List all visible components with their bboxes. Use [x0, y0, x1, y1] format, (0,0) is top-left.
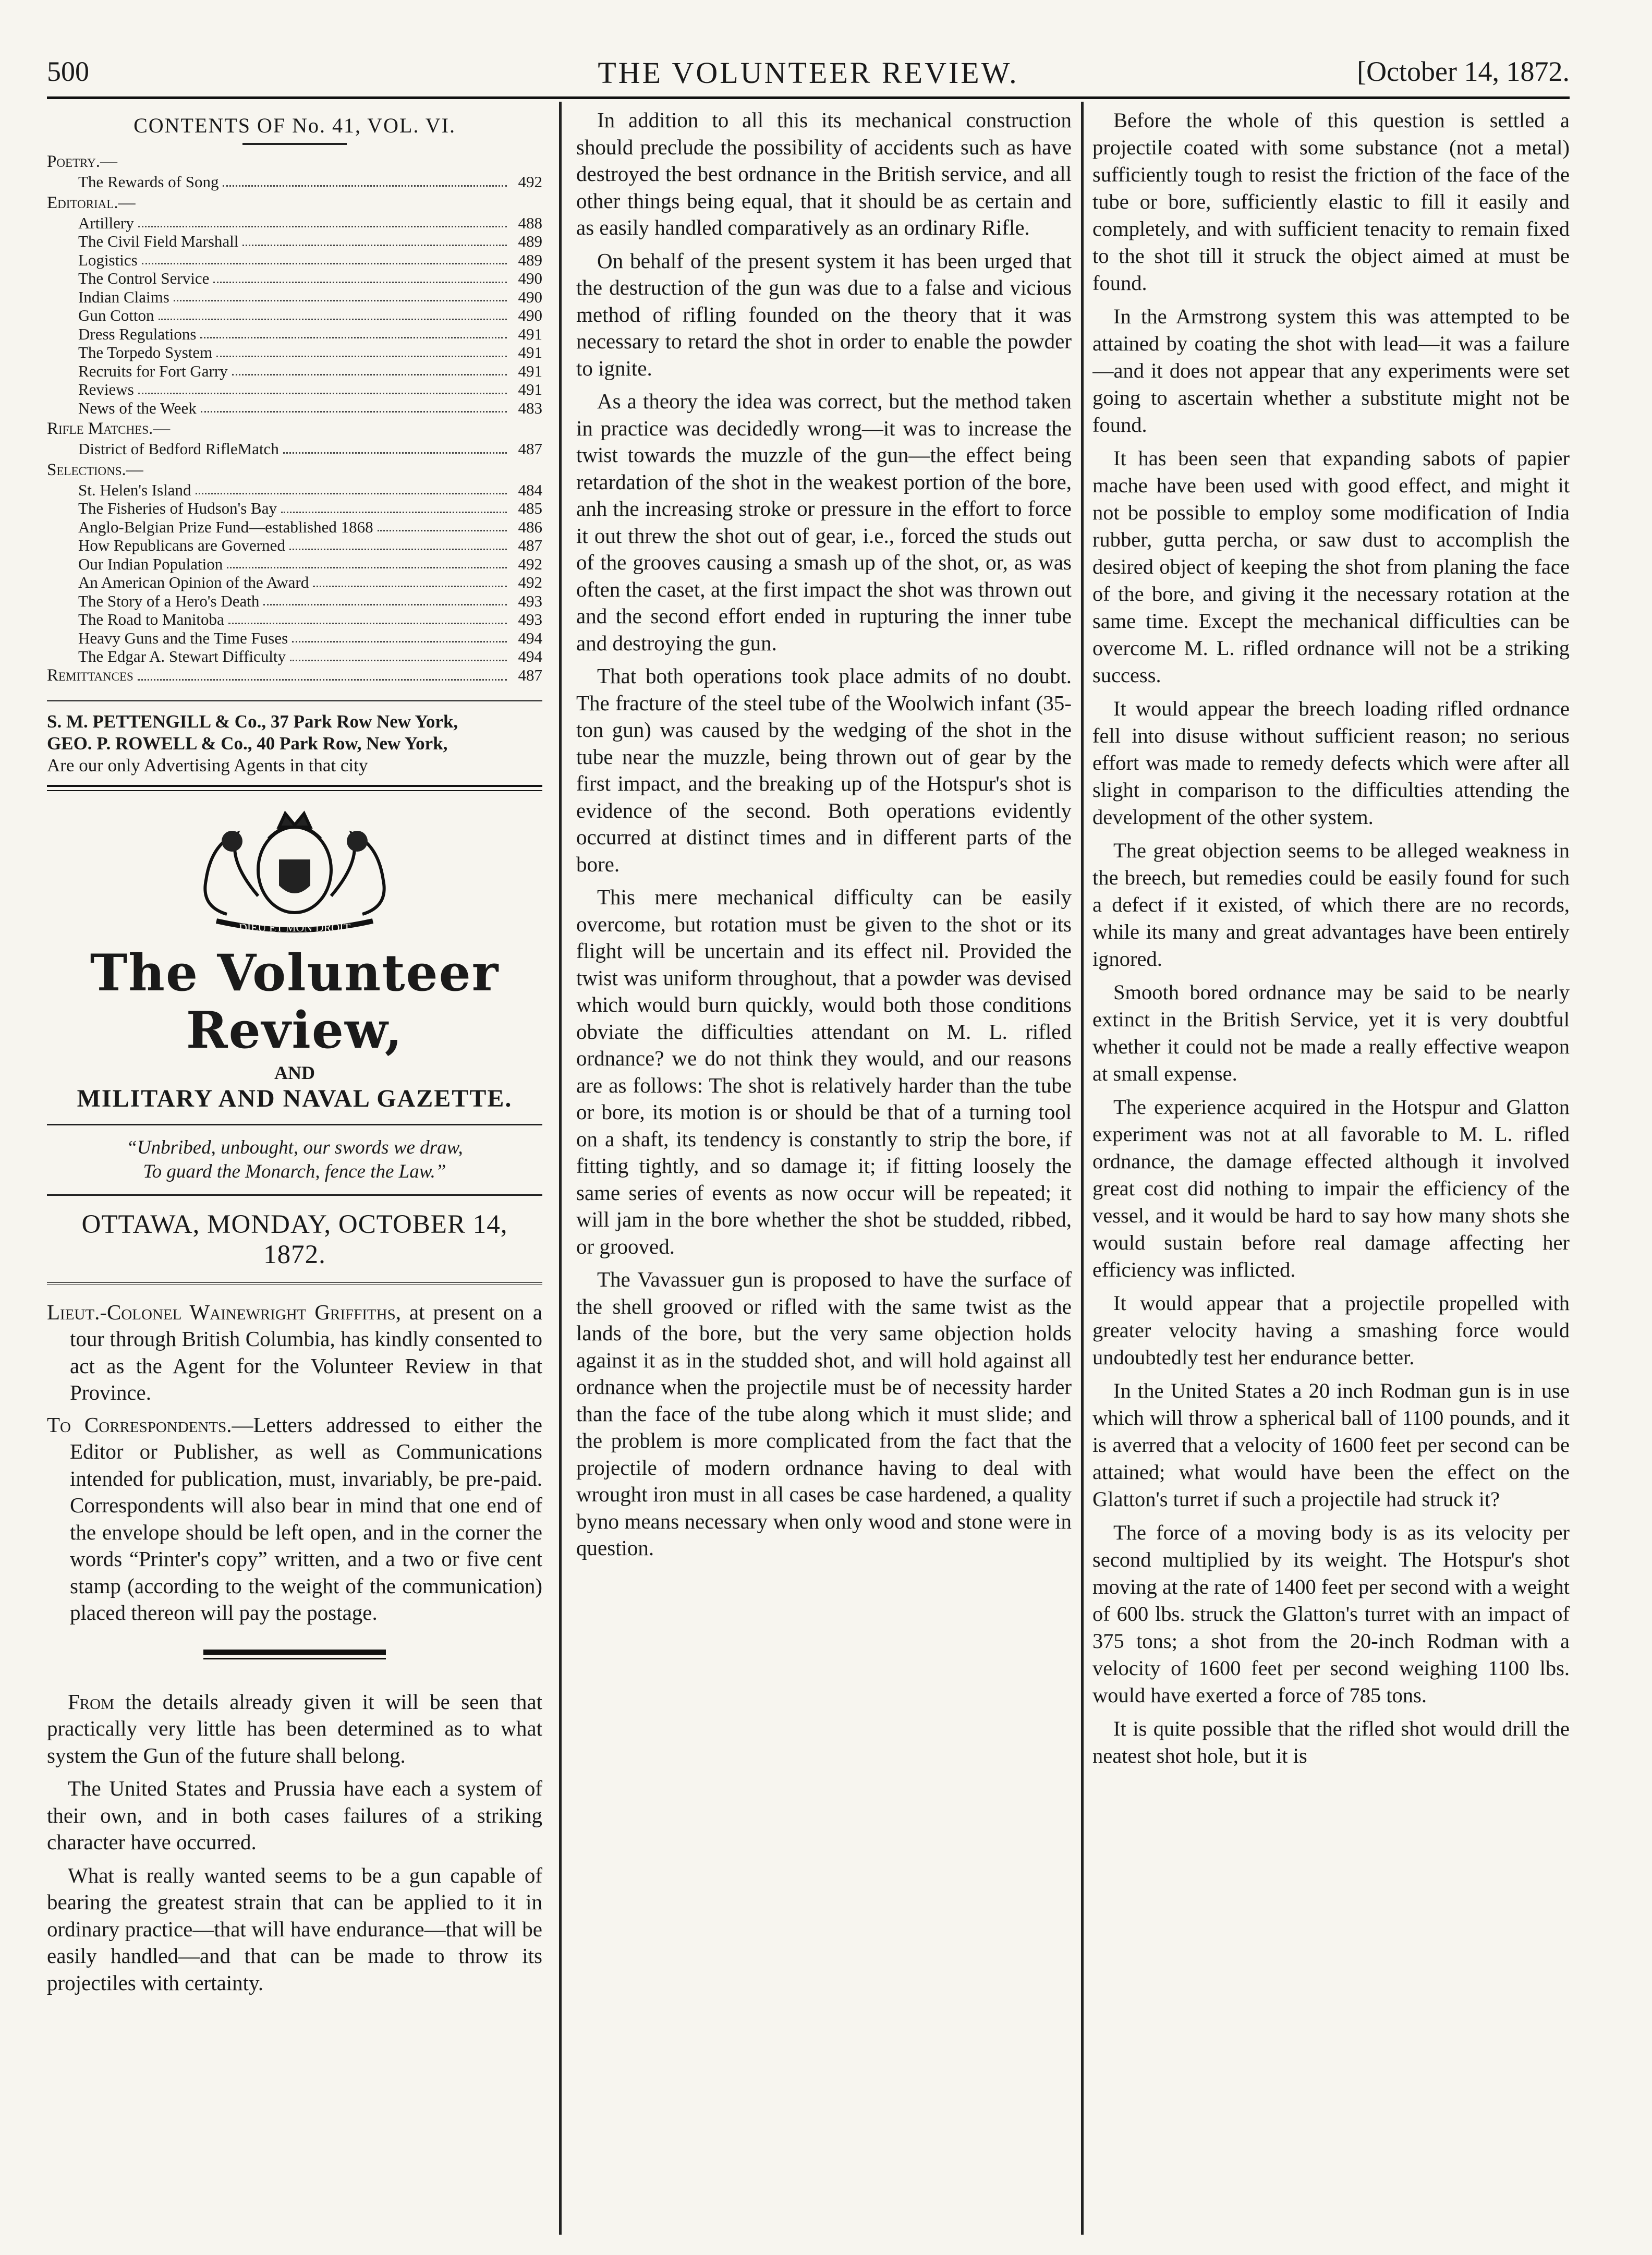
column-rule-1: [559, 102, 562, 2235]
section-rule: [203, 1650, 386, 1659]
article-paragraph: In addition to all this its mechanical construction should preclude the possibility of accidents such as have destroyed the best ordnance in the British service, and all other things being equal, that it should be as certain and as easily handled comparatively as an ordinary Rifle.: [576, 108, 1072, 239]
toc-section-poetry: Poetry.—: [47, 152, 117, 171]
toc-entry: The Edgar A. Stewart Difficulty 494: [78, 647, 542, 665]
advertising-agents: [47, 700, 542, 777]
toc-section-selections: Selections.—: [47, 460, 143, 479]
column-1: [47, 107, 542, 2235]
toc-entry: Artillery 488: [78, 213, 542, 232]
toc-entry: The Fisheries of Hudson's Bay 485: [78, 499, 542, 517]
article-paragraph: In the United States a 20 inch Rodman gun is in use which will throw a spherical ball of 1100 pounds, and it is averred that a velocity of 1600 feet per second can be attained; what would have been the effect on the Glatton's turret if such a projectile had struck it?: [1092, 1379, 1570, 1511]
toc-entry-remittances: Remittances 487: [47, 665, 542, 685]
notice-correspondents: To Correspondents.—Letters addressed to either the Editor or Publisher, as well as Communications intended for publication, must, invariably, be pre-paid. Correspondents will also bear in mind that one end of the envelope should be left open, and in the corner the words “Printer's copy” written, and a two or five cent stamp (according to the weight of the communication) placed thereon will pay the postage.: [47, 1412, 542, 1624]
notice-agent: Lieut.-Colonel Wainewright Griffiths, at present on a tour through British Columbia, has kindly consented to act as the Agent for the Volunteer Review in that Province.: [47, 1300, 542, 1404]
article-paragraph: The force of a moving body is as its velocity per second multiplied by its weight. The Hotspur's shot moving at the rate of 1400 feet per second with a weight of 600 lbs. struck the Glatton's turret with an impact of 375 tons; a shot from the 20-inch Rodman with a velocity of 1600 feet per second weighing 1100 lbs. would have exerted a force of 785 tons.: [1092, 1521, 1570, 1707]
toc-entry: St. Helen's Island 484: [78, 480, 542, 499]
toc-entry: Anglo-Belgian Prize Fund—established 1868 486: [78, 517, 542, 536]
running-title: THE VOLUNTEER REVIEW.: [598, 56, 1019, 90]
article-paragraph: As a theory the idea was correct, but the method taken in practice was decidedly wrong—it was to increase the twist towards the muzzle of the gun—the effect being retardation of the shot in the weakest portion of the bore, anh the increasing stroke or pressure in the effort to force it out threw the shot out of gear, i.e., forced the studs out of the grooves causing a smash up of the shot, or, as was often the caset, at the first impact the shot was thrown out and the second effort ended in rupturing the inner tube and destroying the gun.: [576, 389, 1072, 655]
toc-entry: The Story of a Hero's Death 493: [78, 591, 542, 610]
contents-title: CONTENTS OF No. 41, VOL. VI.: [133, 114, 456, 137]
toc-entry: The Torpedo System 491: [78, 343, 542, 361]
toc-entry: Our Indian Population 492: [78, 554, 542, 573]
toc-entry: Recruits for Fort Garry 491: [78, 361, 542, 380]
page-header: [47, 52, 1570, 99]
toc-entry: Dress Regulations 491: [78, 324, 542, 343]
contents-separator: [242, 143, 347, 145]
masthead-title: The Volunteer Review,: [90, 943, 500, 1060]
article-paragraph: Before the whole of this question is settled a projectile coated with some substance (not a metal) sufficiently tough to resist the friction of the face of the tube or bore, sufficiently elastic to fill it easily and completely, and with sufficient tenacity to remain fixed to the shot till it struck the object aimed at must be found.: [1092, 108, 1570, 295]
toc-entry: Reviews 491: [78, 380, 542, 398]
page-number: 500: [47, 56, 89, 87]
article-paragraph-continued: What is really wanted seems to be a gun capable of bearing the greatest strain that can be applied to it in ordinary practice—that will have endurance—that will be easily handled—and that can be made to throw its projectiles with certainty.: [47, 1863, 542, 1995]
article-paragraph: That both operations took place admits of no doubt. The fracture of the steel tube of the Woolwich infant (35-ton gun) was caused by the wedging of the shot in the tube near the muzzle, being thrown out of gear by the first impact, and the breaking up of the Hotspur's shot is evidence of the second. Both operations evidently occurred at distinct times and in different parts of the bore.: [576, 664, 1072, 876]
article-paragraph: In the Armstrong system this was attempted to be attained by coating the shot with lead—it was a failure—and it does not appear that any experiments were set going to ascertain whether a substitute might not be found.: [1092, 305, 1570, 437]
toc-entry: Logistics 489: [78, 250, 542, 269]
header-rule: [47, 96, 1570, 99]
article-paragraph: From the details already given it will be seen that practically very little has been determined as to what system the Gun of the future shall belong.: [47, 1689, 542, 1767]
masthead-and: AND: [274, 1062, 315, 1083]
toc-entry: The Road to Manitoba 493: [78, 610, 542, 628]
toc-entry: An American Opinion of the Award 492: [78, 573, 542, 591]
column-rule-2: [1081, 102, 1084, 2235]
toc-entry: The Rewards of Song 492: [78, 173, 542, 191]
article-paragraph: It has been seen that expanding sabots of papier mache have been used with good effect, and might it not be possible to employ some modification of India rubber, gutta percha, or saw dust to accomplish the desired object of keeping the shot from planing the face of the bore, and giving it the necessary rotation at the same time. Except the mechanical difficulties can be overcome M. L. rifled ordnance will not be a striking success.: [1092, 446, 1570, 687]
article-paragraph: It would appear the breech loading rifled ordnance fell into disuse without sufficient reason; no serious effort was made to remedy defects which were after all slight in comparison to the difficulties attending the development of the other system.: [1092, 697, 1570, 829]
toc-entry: The Civil Field Marshall 489: [78, 232, 542, 250]
article-paragraph: The experience acquired in the Hotspur and Glatton experiment was not at all favorable to M. L. rifled ordnance, the damage effected although it involved great cost did nothing to impair the efficiency of the vessel, and it would be hard to say how many shots she would sustain before real damage affecting her efficiency was inflicted.: [1092, 1095, 1570, 1281]
article-paragraph: The United States and Prussia have each a system of their own, and in both cases failures of a striking character have occurred.: [47, 1776, 542, 1854]
toc-section-rifle-matches: Rifle Matches.—: [47, 419, 171, 438]
agent-rowell: GEO. P. ROWELL & Co., 40 Park Row, New York,: [47, 733, 448, 754]
masthead: [47, 944, 542, 1114]
masthead-rule-top: [47, 785, 542, 791]
toc-section-editorial: Editorial.—: [47, 193, 136, 212]
article-paragraph: It is quite possible that the rifled shot would drill the neatest shot hole, but it is: [1092, 1717, 1570, 1767]
svg-text:DIEU ET MON DROIT: DIEU ET MON DROIT: [238, 920, 351, 934]
running-date: [October 14, 1872.: [1357, 56, 1570, 87]
toc-entry: Gun Cotton 490: [78, 306, 542, 324]
toc-entry: District of Bedford RifleMatch 487: [78, 440, 542, 458]
agents-note: Are our only Advertising Agents in that city: [47, 755, 368, 775]
dateline: OTTAWA, MONDAY, OCTOBER 14, 1872.: [47, 1196, 542, 1284]
toc-entry: Heavy Guns and the Time Fuses 494: [78, 628, 542, 647]
column-3: [1092, 107, 1570, 2235]
toc-entry: Indian Claims 490: [78, 287, 542, 306]
article-paragraph: This mere mechanical difficulty can be easily overcome, but rotation must be given to the shot or its flight will be uncertain and its effect nil. Provided the twist was uniform throughout, that a powder was devised which would burn quickly, would both those conditions obviate the difficulties attendant on M. L. rifled ordnance? we do not think they would, and our reasons are as follows: The shot is relatively harder than the tube or bore, its motion is or should be that of a turning tool on a shaft, its tendency is constantly to strip the bore, if fitting tightly, and so damage it; if fitting loosely the same series of events as now occur will be repeated; it will jam in the bore whether the shot be studded, ribbed, or grooved.: [576, 885, 1072, 1258]
article-paragraph: The great objection seems to be alleged weakness in the breech, but remedies could be easily found for such a defect if it existed, of which there are no records, while its many and great advantages have been entirely ignored.: [1092, 839, 1570, 971]
toc-entry: The Control Service 490: [78, 269, 542, 287]
toc-entry: News of the Week 483: [78, 398, 542, 417]
article-paragraph: The Vavassuer gun is proposed to have the surface of the shell grooved or rifled with the same twist as the lands of the bore, but the very same objection holds against it as in the studded shot, and will hold against all ordnance when the projectile must be of necessity harder than the face of the tube along which it must slide; and the problem is more complicated from the fact that the projectile of modern ordnance having to deal with wrought iron must in all cases be case hardened, a quality byno means necessary when only wood and stone were in question.: [576, 1267, 1072, 1560]
toc-entry: How Republicans are Governed 487: [78, 536, 542, 554]
article-paragraph: It would appear that a projectile propelled with greater velocity having a smashing force would undoubtedly test her endurance better.: [1092, 1291, 1570, 1369]
masthead-motto: “Unbribed, unbought, our swords we draw, To guard the Monarch, fence the Law.”: [47, 1124, 542, 1196]
agent-pettengill: S. M. PETTENGILL & Co., 37 Park Row New York,: [47, 711, 458, 732]
article-paragraph: Smooth bored ordnance may be said to be nearly extinct in the British Service, yet it is very doubtful whether it could not be made a really effective weapon at small expense.: [1092, 980, 1570, 1085]
masthead-subtitle: MILITARY AND NAVAL GAZETTE.: [77, 1084, 513, 1112]
column-2: [576, 107, 1072, 2235]
royal-crest-icon: [47, 799, 542, 940]
article-paragraph: On behalf of the present system it has been urged that the destruction of the gun was due to a false and vicious method of rifling founded on the theory that it was necessary to retard the shot in order to enable the powder to ignite.: [576, 248, 1072, 380]
